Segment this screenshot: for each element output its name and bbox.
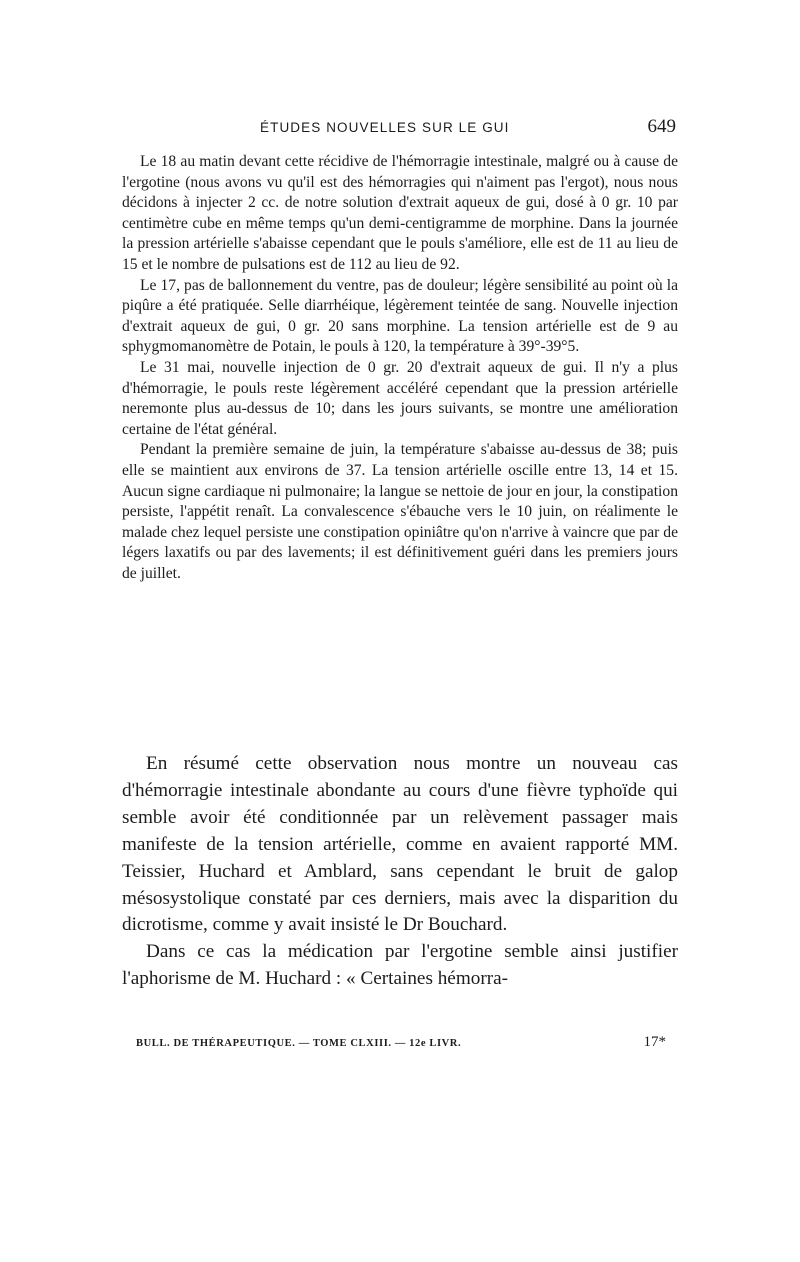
paragraph: Le 17, pas de ballonnement du ventre, pas de douleur; légère sensibilité au point où la piqûre a été pratiquée. Selle diarrhéique, légèrement teintée de sang. Nouvelle injection d'extrait aqueux de gui, 0 gr. 20 sans morphine. La tension artérielle est de 9 au sphygmomanomètre de Potain, le pouls à 120, la température à 39°-39°5.	[122, 276, 678, 356]
page-header	[122, 116, 678, 144]
paragraph: Dans ce cas la médication par l'ergotine semble ainsi justifier l'aphorisme de M. Huchard : « Certaines hémorra-	[122, 941, 678, 990]
paragraph: Le 18 au matin devant cette récidive de l'hémorragie intestinale, malgré ou à cause de l'ergotine (nous avons vu qu'il est des hémorragies qui n'aiment pas l'ergot), nous nous décidons à injecter 2 cc. de notre solution d'extrait aqueux de gui, dosé à 0 gr. 10 par centimètre cube en même temps qu'un demi-centigramme de morphine. Dans la journée la pression artérielle s'abaisse cependant que le pouls s'améliore, elle est de 11 au lieu de 15 et le nombre de pulsations est de 112 au lieu de 92.	[122, 153, 678, 273]
paragraph: En résumé cette observation nous montre un nouveau cas d'hémorragie intestinale abondante au cours d'une fièvre typhoïde qui semble avoir été conditionnée par un relèvement passager mais manifeste de la tension artérielle, comme en avaient rapporté MM. Teissier, Huchard et Amblard, sans cependant le bruit de galop mésosystolique constaté par ces derniers, mais avec la disparition du dicrotisme, comme y avait insisté le Dr Bouchard.	[122, 753, 678, 936]
paragraph: Le 31 mai, nouvelle injection de 0 gr. 20 d'extrait aqueux de gui. Il n'y a plus d'hémorragie, le pouls reste légèrement accéléré cependant que la pression artérielle neremonte plus au-dessus de 10; dans les jours suivants, se montre une amélioration certaine de l'état général.	[122, 358, 678, 438]
summary-text	[122, 751, 678, 993]
paragraph: Pendant la première semaine de juin, la température s'abaisse au-dessus de 38; puis elle se maintient aux environs de 37. La tension artérielle oscille entre 13, 14 et 15. Aucun signe cardiaque ni pulmonaire; la langue se nettoie de jour en jour, la constipation persiste, l'appétit renaît. La convalescence s'ébauche vers le 10 juin, on réalimente le malade chez lequel persiste une constipation opiniâtre qu'on n'arrive à vaincre que par de légers laxatifs ou par des lavements; il est définitivement guéri dans les premiers jours de juillet.	[122, 441, 678, 582]
signature-mark: 17*	[643, 1034, 666, 1050]
running-title: ÉTUDES NOUVELLES SUR LE GUI	[260, 120, 510, 135]
journal-citation: BULL. DE THÉRAPEUTIQUE. — TOME CLXIII. — 12e LIVR.	[136, 1038, 462, 1049]
case-report-text	[122, 152, 678, 584]
page-number: 649	[647, 116, 676, 137]
page-footer	[136, 1036, 676, 1056]
